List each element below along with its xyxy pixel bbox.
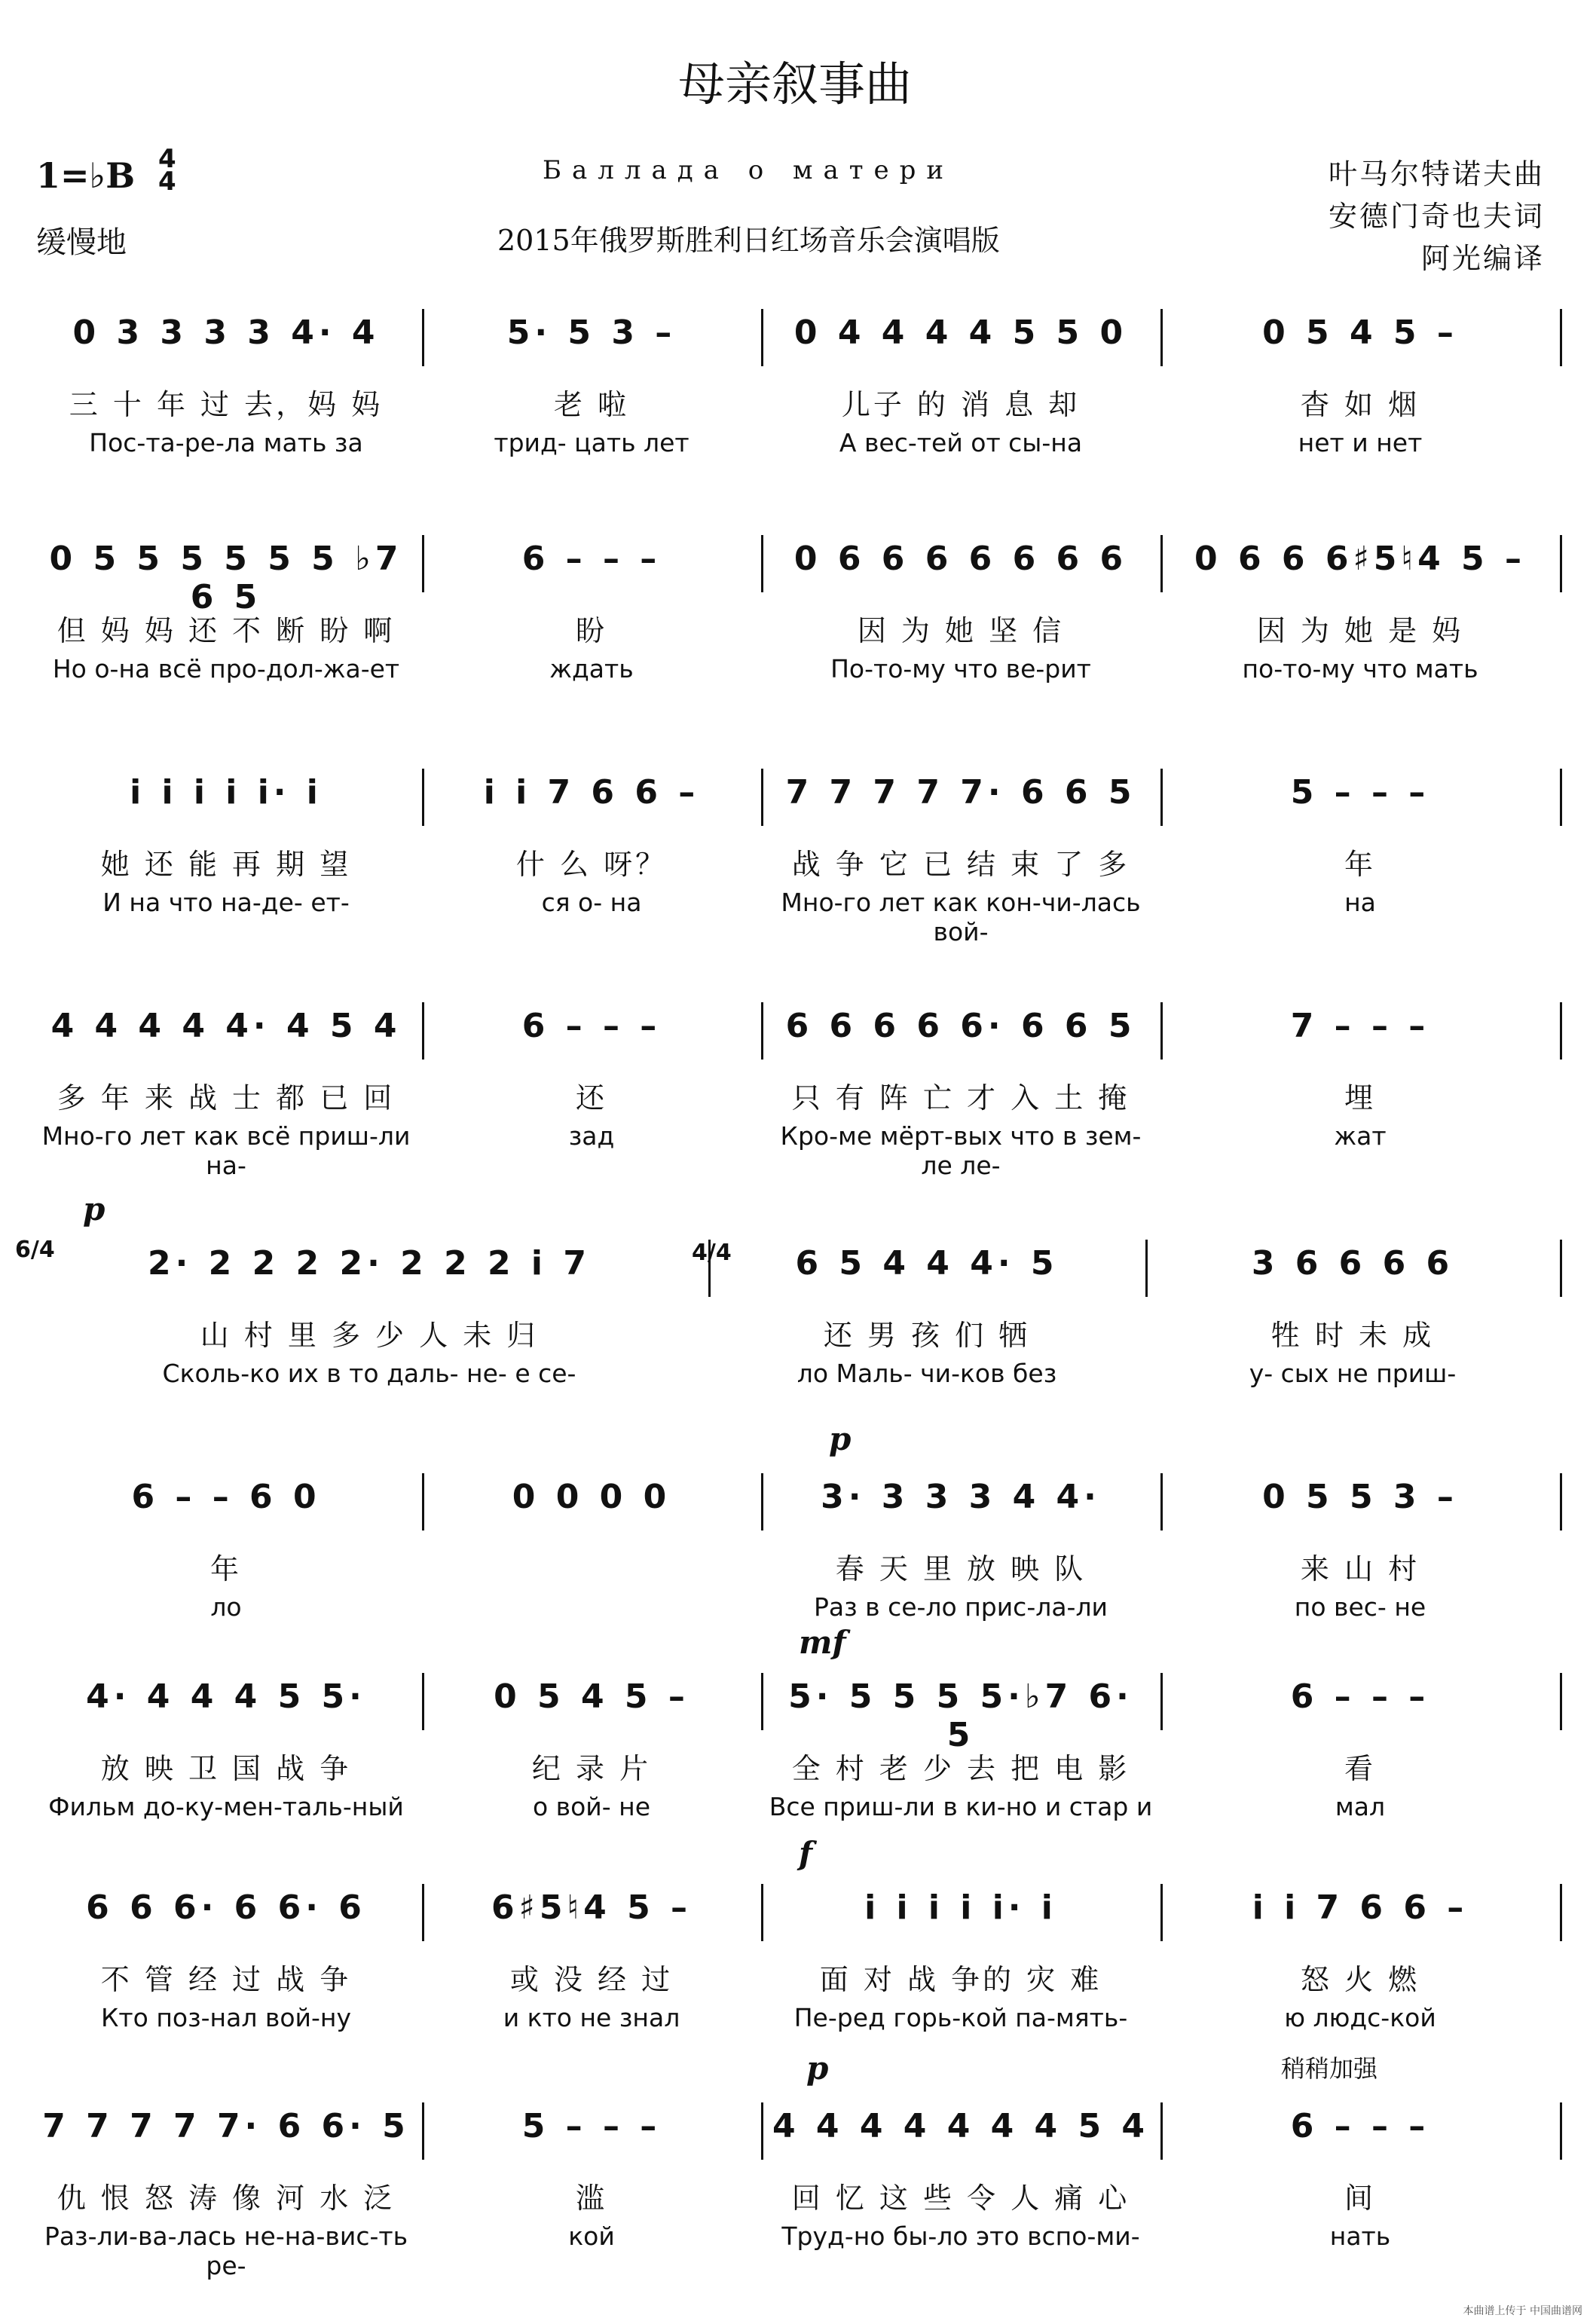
measure-notes: 6♯5♮4 5 – [491,1888,693,1927]
measure-notes: 0 6 6 6♯5♮4 5 – [1194,540,1526,578]
measure-notes: 5 – – – [521,2107,662,2145]
measure-notes: 7 7 7 7 7· 6 6· 5 [42,2107,410,2145]
tempo-marking: 缓慢地 [36,225,127,260]
measure-notes: 4 4 4 4 4 4 4 5 4 [772,2107,1150,2145]
lyric-russian: Сколь-ко их в то даль- не- е се- [162,1359,576,1388]
lyric-russian: по вес- не [1294,1592,1426,1622]
lyric-russian: мал [1335,1792,1386,1821]
measure-notes: 3· 3 3 3 4 4· [821,1478,1101,1516]
footer-watermark: 本曲谱上传于 中国曲谱网 [1463,2305,1582,2317]
measure-notes: 0 4 4 4 4 5 5 0 [793,313,1128,352]
lyric-chinese: 面 对 战 争的 灾 难 [819,1963,1102,1996]
measure-notes: 0 0 0 0 [512,1478,671,1516]
bar-line [422,769,424,826]
dynamic-marking: p [806,2050,829,2087]
measure-notes: 6 6 6 6 6· 6 6 5 [785,1007,1136,1045]
lyric-russian: ло Маль- чи-ков без [797,1359,1057,1388]
bar-line [761,769,763,826]
lyric-chinese: 或 没 经 过 [509,1963,674,1996]
bar-line [1560,1673,1562,1730]
measure-notes: 0 5 5 5 5 5 5 ♭7 6 5 [49,540,403,616]
bar-line [761,1884,763,1941]
lyric-chinese: 还 [575,1081,607,1115]
lyric-russian: Но о-на всё про-дол-жа-ет [52,654,400,683]
lyric-russian: Пе-ред горь-кой па-мять- [793,2003,1128,2032]
bar-line [1160,1002,1163,1060]
bar-line [422,2102,424,2160]
bar-line [1560,769,1562,826]
bar-line [422,1002,424,1060]
measure-notes: i i i i i· i [130,773,323,812]
bar-line [422,1884,424,1941]
measure-notes: 6 – – – [1290,1677,1430,1716]
lyric-chinese: 埋 [1344,1081,1376,1115]
lyric-chinese: 多 年 来 战 士 都 已 回 [57,1081,396,1115]
lyric-russian: Кто поз-нал вой-ну [100,2003,352,2032]
measure-notes: i i 7 6 6 – [1252,1888,1469,1927]
lyric-russian: трид- цать лет [494,428,690,457]
dynamic-marking: p [829,1420,852,1457]
lyric-chinese: 战 争 它 已 结 束 了 多 [791,848,1130,881]
bar-line [761,535,763,592]
measure-notes: 7 – – – [1290,1007,1430,1045]
bar-line [1160,309,1163,366]
time-signature: 4 4 [158,144,176,197]
bar-line [1560,1002,1562,1060]
measure-notes: 5 – – – [1290,773,1430,812]
lyric-chinese: 老 啦 [553,388,630,421]
lyric-russian: А вес-тей от сы-на [839,428,1083,457]
lyric-russian: жат [1334,1121,1387,1151]
lyric-chinese: 滥 [575,2182,607,2215]
lyric-chinese: 只 有 阵 亡 才 入 土 掩 [791,1081,1130,1115]
measure-notes: 6 6 6· 6 6· 6 [86,1888,366,1927]
measure-notes: 4 4 4 4 4· 4 5 4 [50,1007,402,1045]
bar-line [761,1473,763,1530]
lyric-chinese: 看 [1344,1752,1376,1785]
lyric-chinese: 间 [1344,2182,1376,2215]
bar-line [761,309,763,366]
bar-line [1560,535,1562,592]
bar-line [422,1473,424,1530]
lyric-russian: на [1344,888,1376,917]
lyric-russian: Раз в се-ло прис-ла-ли [813,1592,1108,1622]
measure-notes: 2· 2 2 2 2· 2 2 2 i 7 [148,1244,591,1283]
bar-line [1160,535,1163,592]
measure-notes: i i i i i· i [864,1888,1057,1927]
lyric-chinese: 不 管 经 过 战 争 [100,1963,352,1996]
lyric-chinese: 三 十 年 过 去，妈 妈 [69,388,384,421]
lyric-chinese: 来 山 村 [1300,1552,1420,1586]
measure-notes: 3 6 6 6 6 [1251,1244,1454,1283]
credit-arranger: 阿光编译 [1420,242,1545,275]
lyric-chinese: 仇 恨 怒 涛 像 河 水 泛 [57,2182,396,2215]
lyric-russian: ждать [549,654,634,683]
bar-line [761,2102,763,2160]
key-signature: 1=♭B [36,155,136,196]
lyric-russian: Кро-ме мёрт-вых что в зем-ле ле- [780,1121,1142,1180]
lyric-russian: Мно-го лет как кон-чи-лась вой- [781,888,1141,946]
lyric-russian: и кто не знал [503,2003,680,2032]
lyric-russian: нет и нет [1298,428,1423,457]
lyric-chinese: 杳 如 烟 [1300,388,1420,421]
subtitle-chinese: 2015年俄罗斯胜利日红场音乐会演唱版 [497,224,1000,257]
lyric-chinese: 因 为 她 坚 信 [857,614,1065,647]
time-signature: 4/4 [692,1240,732,1266]
measure-notes: 5· 5 5 5 5·♭7 6· 5 [788,1677,1133,1754]
measure-notes: 4· 4 4 4 5 5· [86,1677,366,1716]
bar-line [1160,1473,1163,1530]
measure-notes: 6 5 4 4 4· 5 [795,1244,1059,1283]
bar-line [761,1002,763,1060]
lyric-chinese: 春 天 里 放 映 队 [835,1552,1087,1586]
measure-notes: 0 6 6 6 6 6 6 6 [793,540,1128,578]
lyric-russian: нать [1329,2222,1391,2251]
lyric-chinese: 怒 火 燃 [1300,1963,1420,1996]
lyric-russian: по-то-му что мать [1242,654,1478,683]
lyric-russian: Фильм до-ку-мен-таль-ный [48,1792,404,1821]
page-title: 母亲叙事曲 [677,57,912,112]
lyric-russian: ю людс-кой [1284,2003,1436,2032]
measure-notes: 0 5 4 5 – [494,1677,690,1716]
measure-notes: 6 – – – [521,1007,662,1045]
lyric-chinese: 还 男 孩 们 牺 [823,1319,1031,1352]
dynamic-marking: p [83,1191,105,1228]
measure-notes: 6 – – – [521,540,662,578]
lyric-russian: ло [210,1592,242,1622]
lyric-chinese: 她 还 能 再 期 望 [100,848,352,881]
measure-notes: 0 5 5 3 – [1262,1478,1458,1516]
lyric-russian: Все приш-ли в ки-но и стар и [769,1792,1153,1821]
measure-notes: 6 – – – [1290,2107,1430,2145]
dynamic-marking: f [799,1835,813,1872]
lyric-chinese: 年 [1344,848,1376,881]
bar-line [1560,1240,1562,1297]
bar-line [422,535,424,592]
measure-notes: 6 – – 6 0 [131,1478,321,1516]
lyric-chinese: 盼 [575,614,607,647]
lyric-russian: у- сых не приш- [1249,1359,1457,1388]
measure-notes: 5· 5 3 – [506,313,677,352]
lyric-chinese: 纪 录 片 [531,1752,652,1785]
bar-line [1560,1473,1562,1530]
lyric-chinese: 什 么 呀？ [515,848,668,881]
lyric-chinese: 回 忆 这 些 令 人 痛 心 [791,2182,1130,2215]
measure-notes: 0 5 4 5 – [1262,313,1458,352]
credit-lyricist: 安德门奇也夫词 [1328,200,1545,233]
lyric-russian: ся о- на [541,888,642,917]
bar-line [422,309,424,366]
bar-line [761,1673,763,1730]
bar-line [1560,309,1562,366]
bar-line [1560,1884,1562,1941]
lyric-russian: Мно-го лет как всё приш-ли на- [41,1121,411,1180]
bar-line [1160,2102,1163,2160]
lyric-chinese: 因 为 她 是 妈 [1256,614,1464,647]
lyric-russian: Раз-ли-ва-лась не-на-вис-ть ре- [44,2222,408,2280]
bar-line [1160,769,1163,826]
lyric-chinese: 放 映 卫 国 战 争 [100,1752,352,1785]
lyric-russian: По-то-му что ве-рит [830,654,1091,683]
bar-line [1160,1673,1163,1730]
expression-marking: 稍稍加强 [1281,2054,1378,2083]
measure-notes: i i 7 6 6 – [483,773,700,812]
lyric-russian: зад [568,1121,615,1151]
measure-notes: 0 3 3 3 3 4· 4 [72,313,380,352]
lyric-chinese: 全 村 老 少 去 把 电 影 [791,1752,1130,1785]
lyric-chinese: 但 妈 妈 还 不 断 盼 啊 [57,614,396,647]
measure-notes: 7 7 7 7 7· 6 6 5 [785,773,1136,812]
subtitle-russian: Баллада о матери [543,155,955,185]
lyric-russian: кой [568,2222,615,2251]
credit-composer: 叶马尔特诺夫曲 [1328,157,1545,191]
lyric-chinese: 儿子 的 消 息 却 [841,388,1081,421]
lyric-chinese: 山 村 里 多 少 人 未 归 [200,1319,539,1352]
lyric-russian: Пос-та-ре-ла мать за [89,428,363,457]
bar-line [1145,1240,1148,1297]
lyric-chinese: 牲 时 未 成 [1270,1319,1435,1352]
bar-line [1560,2102,1562,2160]
dynamic-marking: mf [799,1624,846,1661]
lyric-chinese: 年 [209,1552,242,1586]
lyric-russian: о вой- не [532,1792,651,1821]
lyric-russian: Труд-но бы-ло это вспо-ми- [781,2222,1140,2251]
bar-line [1160,1884,1163,1941]
lyric-russian: И на что на-де- ет- [102,888,350,917]
bar-line [422,1673,424,1730]
time-signature: 6/4 [15,1237,55,1263]
